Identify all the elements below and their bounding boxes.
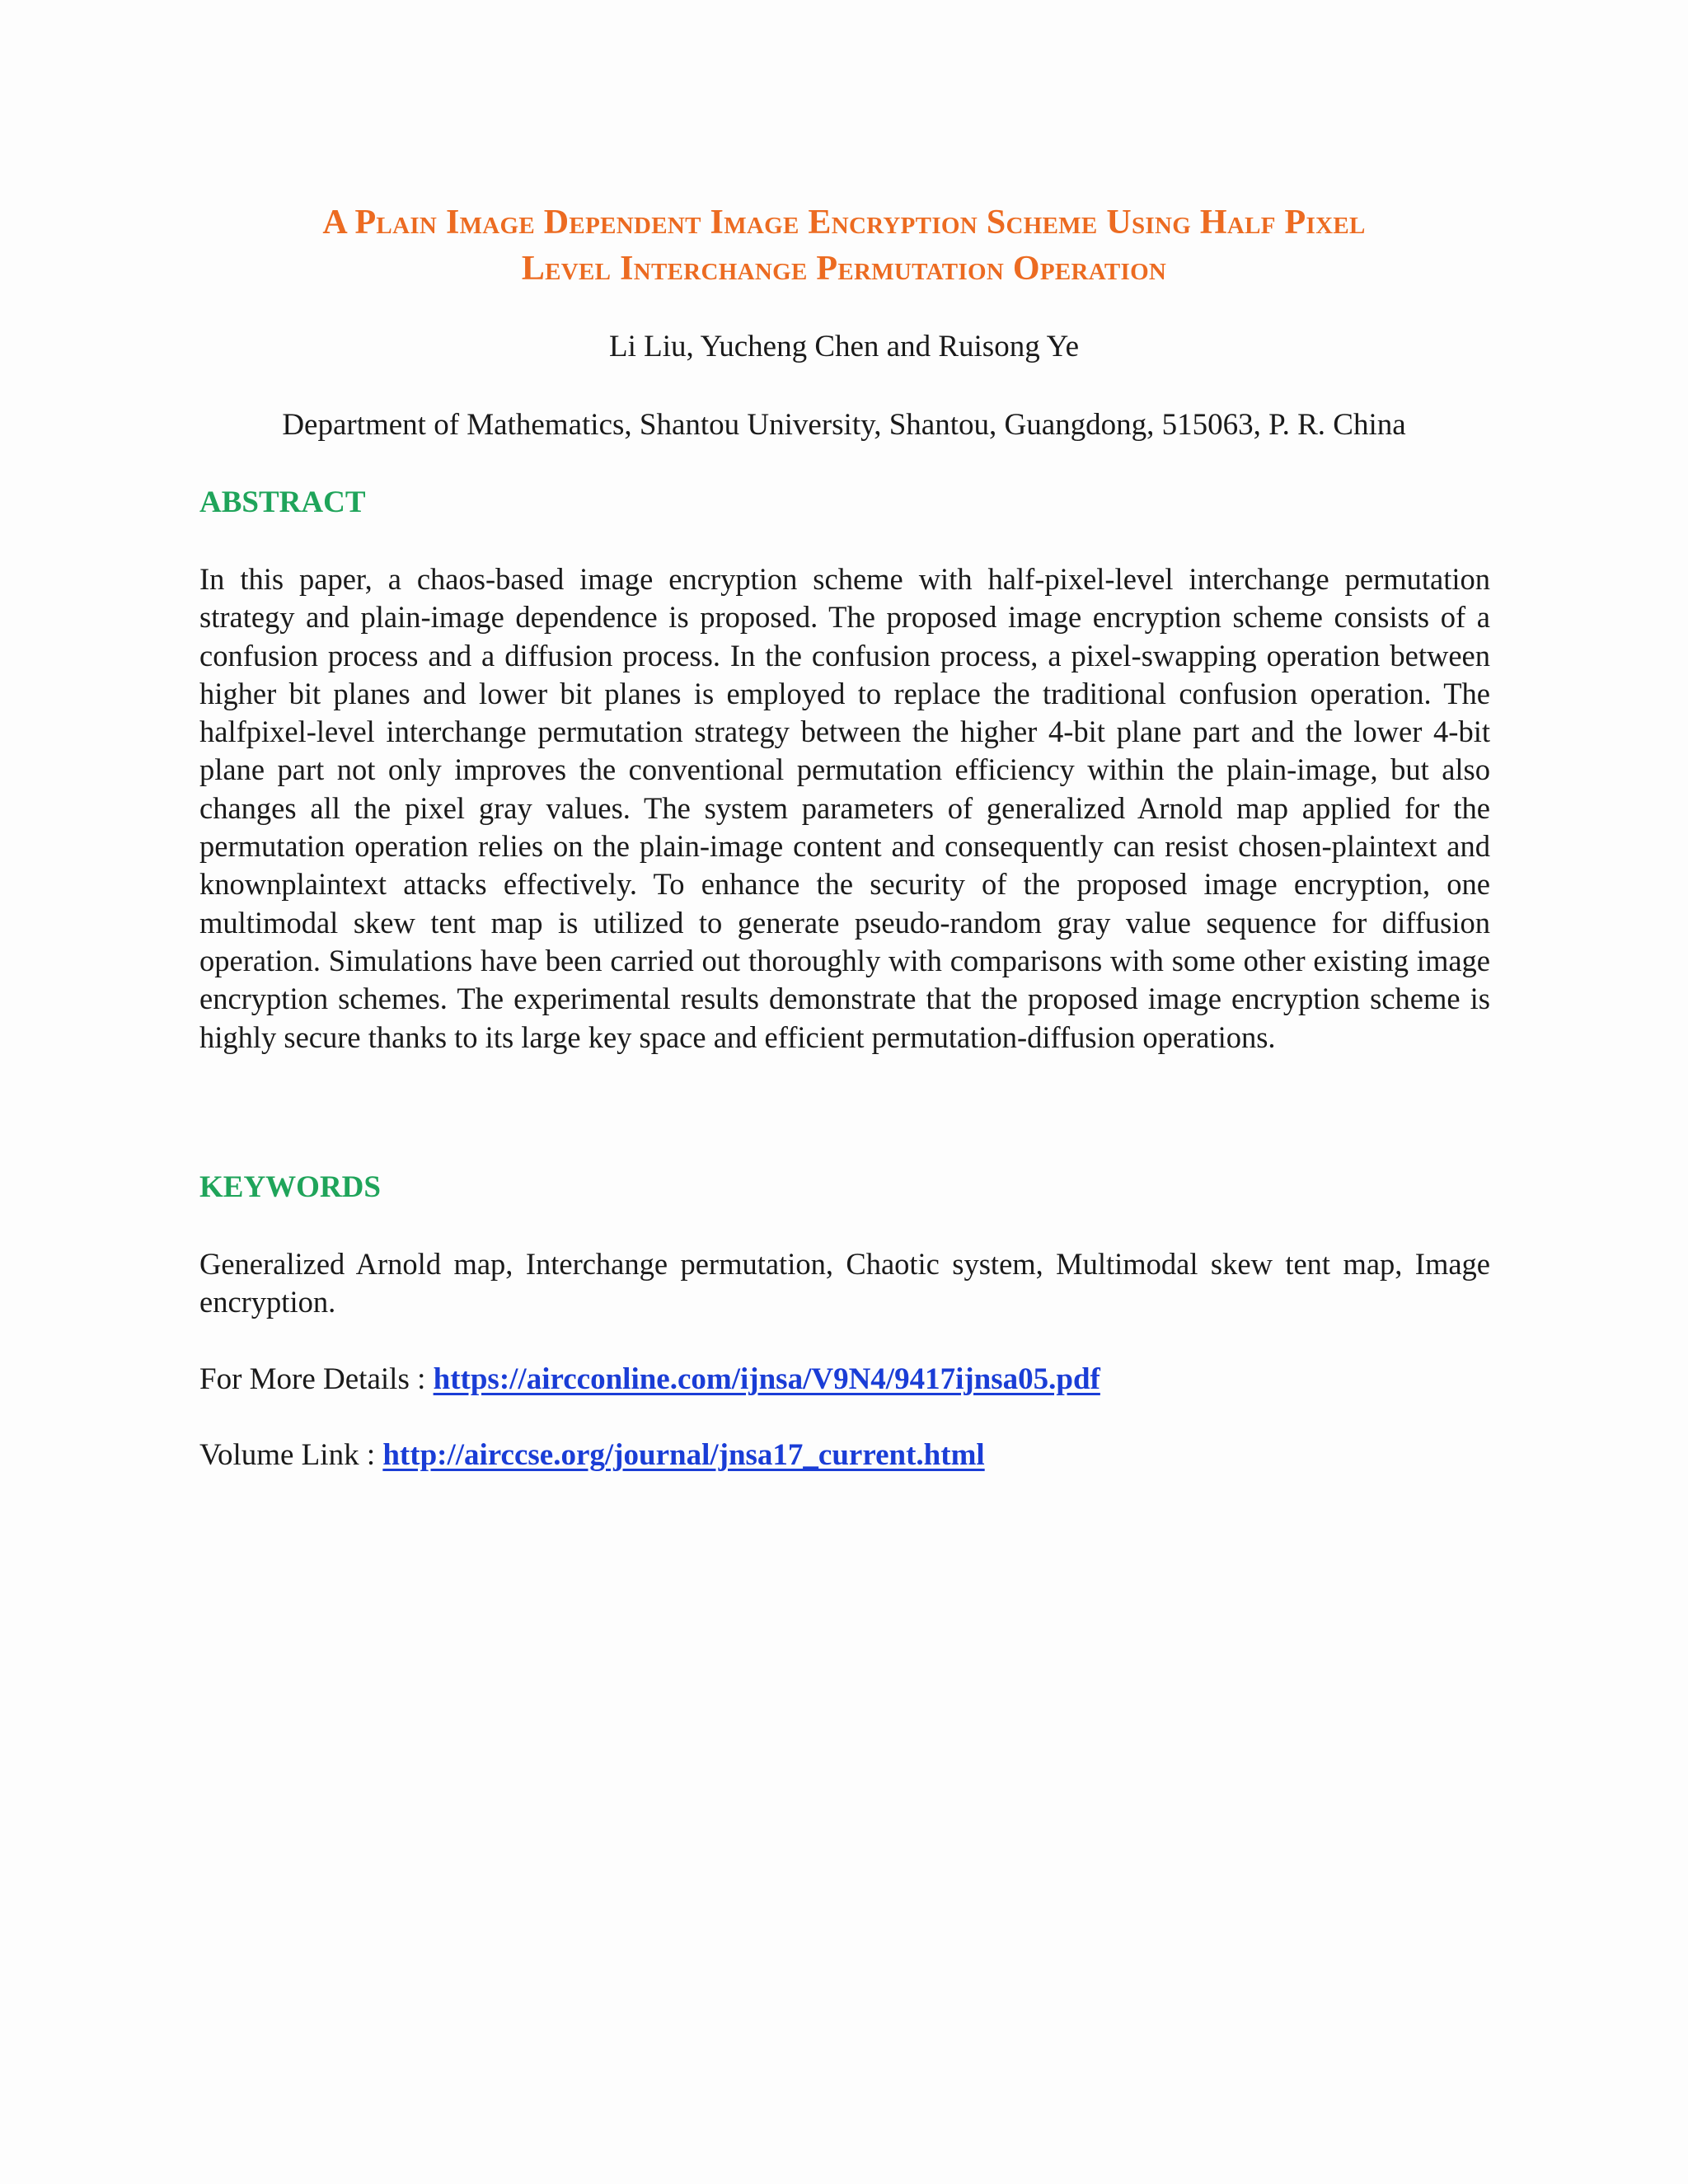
keywords-heading: KEYWORDS: [199, 1170, 381, 1204]
details-link-label: For More Details :: [199, 1362, 434, 1396]
paper-title-line-2: Level Interchange Permutation Operation: [521, 250, 1167, 288]
volume-link-label: Volume Link :: [199, 1438, 383, 1472]
paper-title-line-1: A Plain Image Dependent Image Encryption Scheme Using Half Pixel: [322, 204, 1366, 241]
abstract-text: In this paper, a chaos-based image encryption scheme with half-pixel-level interchange permutation strategy and plain-image dependence is proposed. The proposed image encryption scheme consists of a confusion process and a diffusion process. In the confusion process, a pixel-swapping operation between higher bit planes and lower bit planes is employed to replace the traditional confusion operation. The halfpixel-level interchange permutation strategy between the higher 4-bit plane part and the lower 4-bit plane part not only improves the conventional permutation efficiency within the plain-image, but also changes all the pixel gray values. The system parameters of generalized Arnold map applied for the permutation operation relies on the plain-image content and consequently can resist chosen-plaintext and knownplaintext attacks effectively. To enhance the security of the proposed image encryption, one multimodal skew tent map is utilized to generate pseudo-random gray value sequence for diffusion operation. Simulations have been carried out thoroughly with comparisons with some other existing image encryption schemes. The experimental results demonstrate that the proposed image encryption scheme is highly secure thanks to its large key space and efficient permutation-diffusion operations.: [199, 562, 1490, 1054]
volume-link-row: [199, 1436, 985, 1474]
details-link-row: [199, 1361, 1100, 1399]
abstract-heading: ABSTRACT: [199, 485, 366, 519]
keywords-text: Generalized Arnold map, Interchange permutation, Chaotic system, Multimodal skew tent map, Image encryption.: [199, 1247, 1490, 1319]
details-link[interactable]: https://aircconline.com/ijnsa/V9N4/9417ijnsa05.pdf: [433, 1362, 1100, 1396]
author-list: Li Liu, Yucheng Chen and Ruisong Ye: [608, 330, 1080, 363]
paper-title: [124, 199, 1564, 292]
author-affiliation: Department of Mathematics, Shantou University, Shantou, Guangdong, 515063, P. R. China: [282, 408, 1406, 442]
volume-link[interactable]: http://airccse.org/journal/jnsa17_current.html: [382, 1438, 985, 1472]
